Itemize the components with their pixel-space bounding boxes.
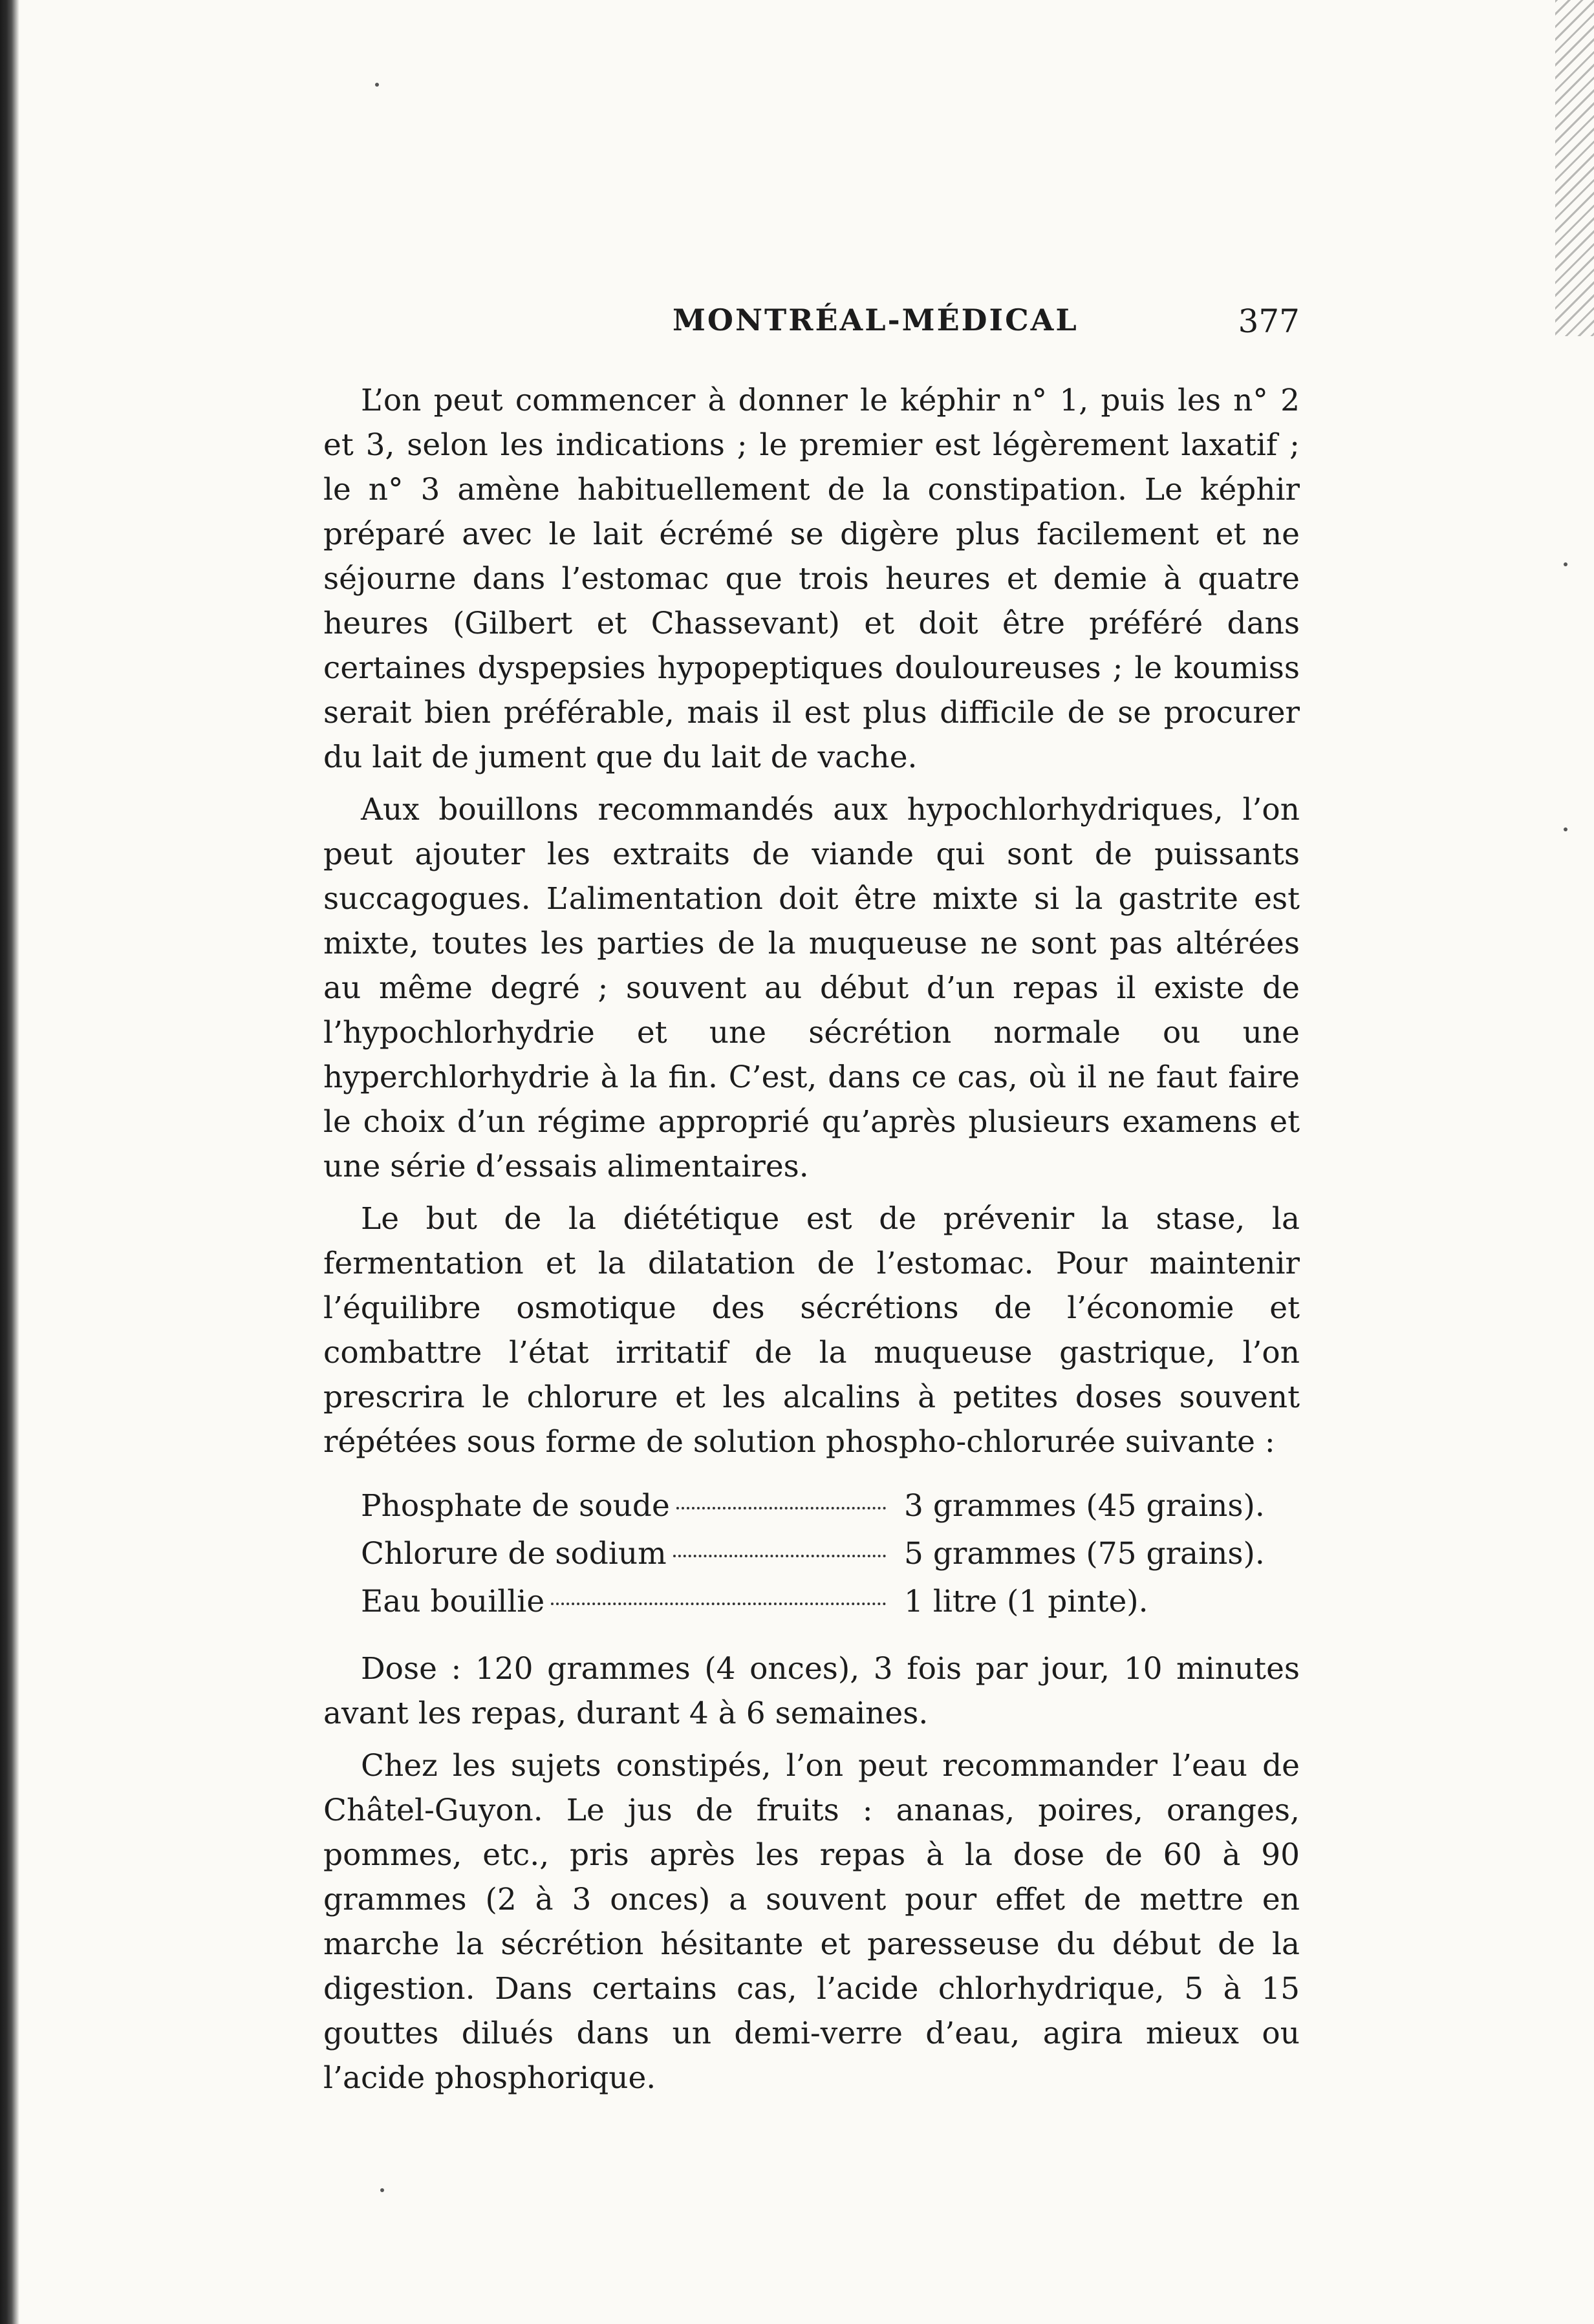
paragraph-kephir: L’on peut commencer à donner le képhir n° 1, puis les n° 2 et 3, selon les indications ; le premier est légèrement laxatif ; le n° 3 amène habituellement de la constipation. Le képhir préparé avec le lait écrémé se digère plus facilement et ne séjourne dans l’estomac que trois heures et demie à quatre heures (Gilbert et Chassevant) et doit être préféré dans certaines dyspepsies hypopeptiques douloureuses ; le koumiss serait bien préférable, mais il est plus difficile de se procurer du lait de jument que du lait de vache. bbox=[323, 383, 1300, 775]
ingredient-name: Phosphate de soude bbox=[361, 1484, 904, 1528]
dot-leader bbox=[676, 1507, 886, 1509]
dot-leader bbox=[551, 1603, 886, 1605]
prescription-row bbox=[361, 1484, 1300, 1531]
ingredient-quantity: 3 grammes (45 grains). bbox=[904, 1488, 1265, 1524]
dot-leader bbox=[673, 1555, 886, 1557]
scanned-page-right-edge bbox=[1555, 0, 1594, 336]
prescription-list bbox=[361, 1484, 1300, 1627]
ingredient-quantity: 5 grammes (75 grains). bbox=[904, 1536, 1265, 1572]
scanned-page-left-edge bbox=[0, 0, 19, 2324]
prescription-row bbox=[361, 1579, 1300, 1627]
ingredient-name: Eau bouillie bbox=[361, 1579, 904, 1624]
paragraph-bouillons: Aux bouillons recommandés aux hypochlorhydriques, l’on peut ajouter les extraits de viande qui sont de puissants succagogues. L’alimentation doit être mixte si la gastrite est mixte, toutes les parties de la muqueuse ne sont pas altérées au même degré ; souvent au début d’un repas il existe de l’hypochlorhydrie et une sécrétion normale ou une hyperchlorhydrie à la fin. C’est, dans ce cas, où il ne faut faire le choix d’un régime approprié qu’après plusieurs examens et une série d’essais alimentaires. bbox=[323, 792, 1300, 1184]
print-speck bbox=[1564, 562, 1567, 566]
paragraph-dietetique: Le but de la diététique est de prévenir la stase, la fermentation et la dilatation de l’estomac. Pour maintenir l’équilibre osmotique des sécrétions de l’économie et combattre l’état irritatif de la muqueuse gastrique, l’on prescrira le chlorure et les alcalins à petites doses souvent répétées sous forme de solution phospho-chlorurée suivante : bbox=[323, 1201, 1300, 1460]
paragraph-dose: Dose : 120 grammes (4 onces), 3 fois par jour, 10 minutes avant les repas, durant 4 à 6 semaines. bbox=[323, 1651, 1300, 1731]
page-number: 377 bbox=[1238, 303, 1300, 340]
article-body bbox=[323, 378, 1300, 2108]
print-speck bbox=[1564, 827, 1567, 831]
ingredient-name: Chlorure de sodium bbox=[361, 1531, 904, 1576]
print-speck bbox=[380, 2188, 384, 2192]
prescription-row bbox=[361, 1531, 1300, 1579]
journal-title: MONTRÉAL-MÉDICAL bbox=[673, 303, 1079, 337]
paragraph-constipes: Chez les sujets constipés, l’on peut recommander l’eau de Châtel-Guyon. Le jus de fruits : ananas, poires, oranges, pommes, etc., pris après les repas à la dose de 60 à 90 grammes (2 à 3 onces) a souvent pour effet de mettre en marche la sécrétion hésitante et paresseuse du début de la digestion. Dans certains cas, l’acide chlorhydrique, 5 à 15 gouttes dilués dans un demi-verre d’eau, agira mieux ou l’acide phosphorique. bbox=[323, 1748, 1300, 2096]
running-header bbox=[323, 303, 1300, 348]
print-speck bbox=[375, 83, 379, 87]
ingredient-quantity: 1 litre (1 pinte). bbox=[904, 1584, 1148, 1619]
